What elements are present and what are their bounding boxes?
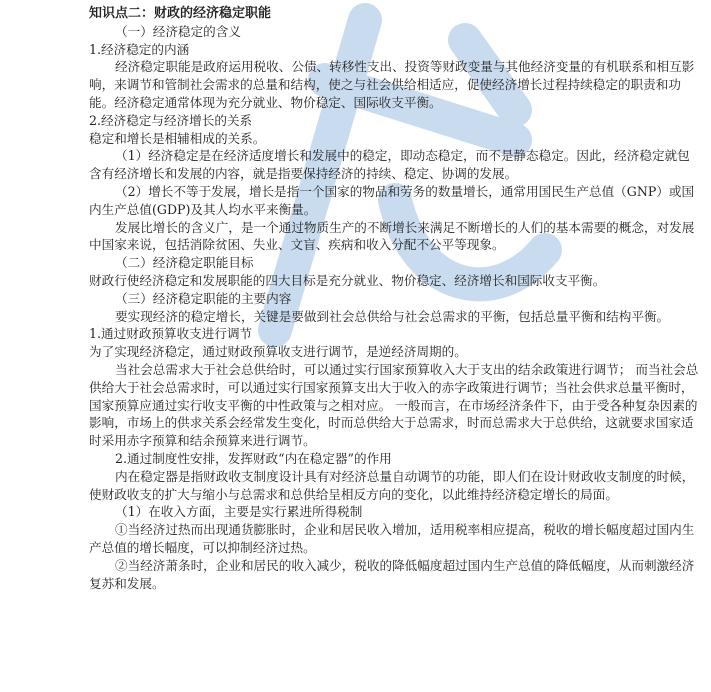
section-heading: （一）经济稳定的含义 [115, 23, 241, 39]
section-heading: （二）经济稳定职能目标 [115, 255, 254, 271]
paragraph: 稳定和增长是相辅相成的关系。 [89, 130, 266, 146]
paragraph: ②当经济萧条时，企业和居民的收入减少，税收的降低幅度超过国内生产总值的降低幅度，从而刺激经济复苏和发展。 [89, 557, 695, 591]
paragraph: （1）经济稳定是在经济适度增长和发展中的稳定，即动态稳定，而不是静态稳定。因此，经济稳定就包含有经济增长和发展的内容，就是指要保持经济的持续、稳定、协调的发展。 [89, 148, 690, 182]
paragraph: 要实现经济的稳定增长，关键是要做到社会总供给与社会总需求的平衡，包括总量平衡和结构平衡。 [115, 308, 670, 324]
sub-heading: 2.经济稳定与经济增长的关系 [89, 112, 253, 128]
paragraph: （2）增长不等于发展，增长是指一个国家的物品和劳务的数量增长，通常用国民生产总值（GNP）或国内生产总值(GDP)及其人均水平来衡量。 [89, 183, 695, 217]
paragraph: 当社会总需求大于社会总供给时，可以通过实行国家预算收入大于支出的结余政策进行调节； 而当社会总供给大于社会总需求时，可以通过实行国家预算支出大于收入的赤字政策进行调节；当社会供求总量平衡时，国家预算应通过实行收支平衡的中性政策与之相对应。 一般而言，在市场经济条件下，由于受各种复杂因素的影响，市场上的供求关系会经常发生变化，时而总供给大于总需求，时而总需求大于总供给，这就要求国家适时采用赤字预算和结余预算来进行调节。 [89, 361, 699, 449]
section-title: 知识点二：财政的经济稳定职能 [89, 6, 272, 21]
paragraph: 内在稳定器是指财政收支制度设计具有对经济总量自动调节的功能，即人们在设计财政收支制度的时候，使财政收支的扩大与缩小与总需求和总供给呈相反方向的变化，以此维持经济稳定增长的局面。 [89, 468, 695, 502]
paragraph: ①当经济过热而出现通货膨胀时，企业和居民收入增加，适用税率相应提高，税收的增长幅度超过国内生产总值的增长幅度，可以抑制经济过热。 [89, 522, 695, 555]
paragraph: 财政行使经济稳定和发展职能的四大目标是充分就业、物价稳定、经济增长和国际收支平衡。 [89, 272, 606, 288]
paragraph: （1）在收入方面，主要是实行累进所得税制 [115, 504, 363, 520]
paragraph: 发展比增长的含义广，是一个通过物质生产的不断增长来满足不断增长的人们的基本需要的概念，对发展中国家来说，包括消除贫困、失业、文盲、疾病和收入分配不公平等现象。 [89, 219, 695, 253]
section-heading: （三）经济稳定职能的主要内容 [115, 290, 292, 306]
sub-heading: 2.通过制度性安排，发挥财政“内在稳定器”的作用 [115, 450, 392, 466]
sub-heading: 1.通过财政预算收支进行调节 [89, 326, 253, 342]
paragraph: 经济稳定职能是政府运用税收、公债、转移性支出、投资等财政变量与其他经济变量的有机联系和相互影响，来调节和管制社会需求的总量和结构，使之与社会供给相适应，促使经济增长过程持续稳定的职责和功能。经济稳定通常体现为充分就业、物价稳定、国际收支平衡。 [89, 59, 695, 110]
sub-heading: 1.经济稳定的内涵 [89, 41, 190, 57]
document-body [89, 5, 699, 592]
paragraph: 为了实现经济稳定，通过财政预算收支进行调节，是逆经济周期的。 [89, 344, 467, 360]
